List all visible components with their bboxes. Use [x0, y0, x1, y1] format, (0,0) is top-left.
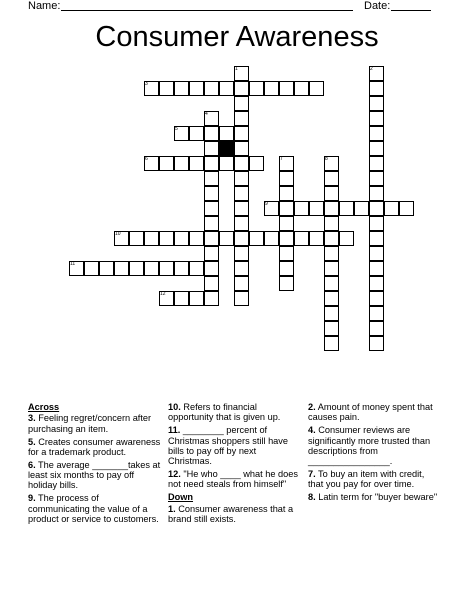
grid-cell[interactable]	[189, 81, 204, 96]
grid-cell[interactable]	[384, 201, 399, 216]
clue-number-label: 1	[235, 66, 238, 72]
clue-number-label: 8	[325, 156, 328, 162]
clue-number-label: 9	[265, 201, 268, 207]
grid-cell[interactable]	[204, 81, 219, 96]
grid-cell[interactable]	[219, 126, 234, 141]
grid-cell[interactable]	[219, 156, 234, 171]
clue-text: Latin term for "buyer beware"	[315, 492, 438, 503]
clue-number-label: 6	[145, 156, 148, 162]
grid-cell[interactable]	[189, 261, 204, 276]
clue-number: 3.	[28, 413, 36, 424]
grid-cell[interactable]	[264, 81, 279, 96]
clue-number-label: 3	[145, 81, 148, 87]
clue-number: 11.	[168, 425, 181, 436]
clue-item	[308, 469, 442, 490]
grid-cell[interactable]	[234, 246, 249, 261]
grid-cell[interactable]	[204, 171, 219, 186]
grid-cell[interactable]	[369, 261, 384, 276]
grid-cell[interactable]	[324, 336, 339, 351]
grid-cell[interactable]	[279, 201, 294, 216]
grid-cell[interactable]	[174, 231, 189, 246]
grid-cell[interactable]	[324, 291, 339, 306]
grid-cell[interactable]	[234, 216, 249, 231]
grid-cell[interactable]	[234, 291, 249, 306]
clue-item	[28, 437, 163, 458]
clue-number-label: 4	[205, 111, 208, 117]
grid-cell[interactable]	[309, 201, 324, 216]
clue-text: Feeling regret/concern after purchasing an item.	[28, 413, 152, 434]
grid-cell[interactable]	[219, 231, 234, 246]
grid-cell[interactable]	[279, 246, 294, 261]
grid-cell[interactable]	[279, 216, 294, 231]
grid-cell[interactable]	[369, 96, 384, 111]
date-label: Date:	[364, 0, 391, 12]
grid-cell[interactable]	[234, 111, 249, 126]
clue-number: 12.	[168, 469, 181, 480]
grid-cell[interactable]	[249, 231, 264, 246]
grid-cell[interactable]	[84, 261, 99, 276]
grid-cell[interactable]	[204, 231, 219, 246]
grid-cell[interactable]	[369, 171, 384, 186]
clue-item	[28, 493, 163, 524]
clue-number: 2.	[308, 402, 316, 412]
grid-cell[interactable]	[279, 81, 294, 96]
clue-text: Creates consumer awareness for a trademark product.	[28, 436, 161, 457]
grid-cell[interactable]	[249, 81, 264, 96]
grid-cell[interactable]	[324, 321, 339, 336]
grid-cell[interactable]	[369, 186, 384, 201]
clue-number: 9.	[28, 493, 36, 504]
grid-cell[interactable]	[339, 201, 354, 216]
grid-cell[interactable]	[324, 231, 339, 246]
grid-cell[interactable]	[264, 231, 279, 246]
grid-cell[interactable]	[324, 186, 339, 201]
grid-cell[interactable]	[309, 231, 324, 246]
grid-cell[interactable]	[234, 141, 249, 156]
grid-cell[interactable]	[324, 171, 339, 186]
clue-item	[168, 402, 302, 423]
grid-cell[interactable]	[369, 276, 384, 291]
clue-text: Refers to financial opportunity that is given up.	[168, 402, 281, 423]
grid-cell[interactable]	[204, 246, 219, 261]
page-title: Consumer Awareness	[95, 21, 379, 53]
grid-cell[interactable]	[159, 231, 174, 246]
clue-text: Consumer reviews are significantly more trusted than descriptions from ________________.	[308, 425, 431, 467]
grid-cell[interactable]	[234, 201, 249, 216]
clue-number-label: 7	[280, 156, 283, 162]
clues-column-3	[308, 402, 442, 505]
grid-cell[interactable]	[234, 261, 249, 276]
clue-number: 8.	[308, 492, 316, 503]
clue-number: 5.	[28, 436, 36, 447]
grid-cell[interactable]	[324, 306, 339, 321]
grid-cell[interactable]	[234, 186, 249, 201]
grid-cell[interactable]	[324, 201, 339, 216]
grid-cell[interactable]	[159, 156, 174, 171]
grid-cell[interactable]	[204, 291, 219, 306]
grid-cell[interactable]	[174, 261, 189, 276]
clue-number: 1.	[168, 503, 176, 514]
grid-cell[interactable]	[369, 156, 384, 171]
clue-number: 4.	[308, 425, 316, 436]
clue-number: 6.	[28, 459, 36, 470]
clue-item	[168, 504, 302, 525]
grid-cell[interactable]	[159, 81, 174, 96]
grid-cell[interactable]	[189, 291, 204, 306]
grid-cell[interactable]	[174, 156, 189, 171]
clues-column-2	[168, 402, 302, 527]
grid-cell[interactable]	[144, 261, 159, 276]
grid-cell[interactable]	[369, 336, 384, 351]
grid-cell[interactable]	[369, 216, 384, 231]
grid-cell[interactable]	[369, 126, 384, 141]
clue-number: 7.	[308, 469, 316, 480]
clue-text: ________ percent of Christmas shoppers still have bills to pay off by next Christmas.	[168, 425, 288, 467]
grid-cell[interactable]	[369, 246, 384, 261]
grid-cell[interactable]	[234, 126, 249, 141]
clue-text: The average _______takes at least six months to pay off holiday bills.	[28, 459, 161, 491]
grid-cell[interactable]	[204, 261, 219, 276]
grid-cell[interactable]	[279, 231, 294, 246]
clue-item	[168, 469, 302, 490]
clue-item	[28, 460, 163, 491]
grid-cell[interactable]	[129, 231, 144, 246]
grid-cell[interactable]	[279, 276, 294, 291]
down-heading: Down	[168, 492, 194, 503]
grid-cell[interactable]	[234, 231, 249, 246]
grid-cell[interactable]	[144, 231, 159, 246]
grid-cell[interactable]	[234, 171, 249, 186]
grid-cell[interactable]	[324, 276, 339, 291]
clue-item	[308, 402, 442, 423]
grid-cell[interactable]	[279, 186, 294, 201]
grid-cell[interactable]	[189, 231, 204, 246]
grid-cell[interactable]	[369, 201, 384, 216]
clue-text: "He who ____ what he does not need steals from himself"	[168, 469, 298, 490]
clue-item	[168, 425, 302, 467]
grid-cell[interactable]	[204, 186, 219, 201]
grid-cell[interactable]	[234, 96, 249, 111]
clue-item	[308, 425, 442, 467]
clue-number-label: 10	[115, 231, 121, 237]
grid-cell[interactable]	[339, 231, 354, 246]
across-heading: Across	[28, 402, 60, 412]
grid-cell[interactable]	[204, 156, 219, 171]
grid-cell[interactable]	[129, 261, 144, 276]
grid-cell[interactable]	[234, 81, 249, 96]
grid-cell[interactable]	[309, 81, 324, 96]
clue-number-label: 11	[70, 261, 76, 267]
clue-number-label: 5	[175, 126, 178, 132]
grid-cell[interactable]	[204, 216, 219, 231]
grid-cell[interactable]	[324, 246, 339, 261]
grid-cell[interactable]	[369, 141, 384, 156]
grid-cell[interactable]	[399, 201, 414, 216]
grid-cell[interactable]	[189, 156, 204, 171]
blocked-cell	[219, 141, 234, 156]
grid-cell[interactable]	[204, 126, 219, 141]
grid-cell[interactable]	[324, 261, 339, 276]
grid-cell[interactable]	[234, 276, 249, 291]
grid-cell[interactable]	[369, 306, 384, 321]
grid-cell[interactable]	[99, 261, 114, 276]
grid-cell[interactable]	[369, 111, 384, 126]
grid-cell[interactable]	[204, 201, 219, 216]
grid-cell[interactable]	[324, 216, 339, 231]
grid-cell[interactable]	[234, 156, 249, 171]
grid-cell[interactable]	[369, 231, 384, 246]
grid-cell[interactable]	[159, 261, 174, 276]
grid-cell[interactable]	[114, 261, 129, 276]
grid-cell[interactable]	[294, 231, 309, 246]
clue-text: Amount of money spent that causes pain.	[308, 402, 433, 423]
clue-text: The process of communicating the value of a product or service to customers.	[28, 493, 159, 524]
grid-cell[interactable]	[279, 171, 294, 186]
grid-cell[interactable]	[369, 321, 384, 336]
grid-cell[interactable]	[354, 201, 369, 216]
grid-cell[interactable]	[219, 81, 234, 96]
grid-cell[interactable]	[174, 81, 189, 96]
grid-cell[interactable]	[369, 291, 384, 306]
clue-item	[308, 492, 442, 502]
grid-cell[interactable]	[279, 261, 294, 276]
clue-number: 10.	[168, 402, 181, 412]
clue-text: Consumer awareness that a brand still exists.	[168, 503, 294, 524]
grid-cell[interactable]	[189, 126, 204, 141]
grid-cell[interactable]	[294, 81, 309, 96]
clue-number-label: 12	[160, 291, 166, 297]
grid-cell[interactable]	[174, 291, 189, 306]
grid-cell[interactable]	[294, 201, 309, 216]
grid-cell[interactable]	[204, 141, 219, 156]
clue-item	[28, 413, 163, 434]
clue-number-label: 2	[370, 66, 373, 72]
clues-section	[0, 402, 474, 613]
grid-cell[interactable]	[249, 156, 264, 171]
grid-cell[interactable]	[369, 81, 384, 96]
grid-cell[interactable]	[204, 276, 219, 291]
name-label: Name:	[28, 0, 61, 12]
clues-column-1	[28, 402, 163, 527]
clue-text: To buy an item with credit, that you pay for over time.	[308, 469, 425, 490]
